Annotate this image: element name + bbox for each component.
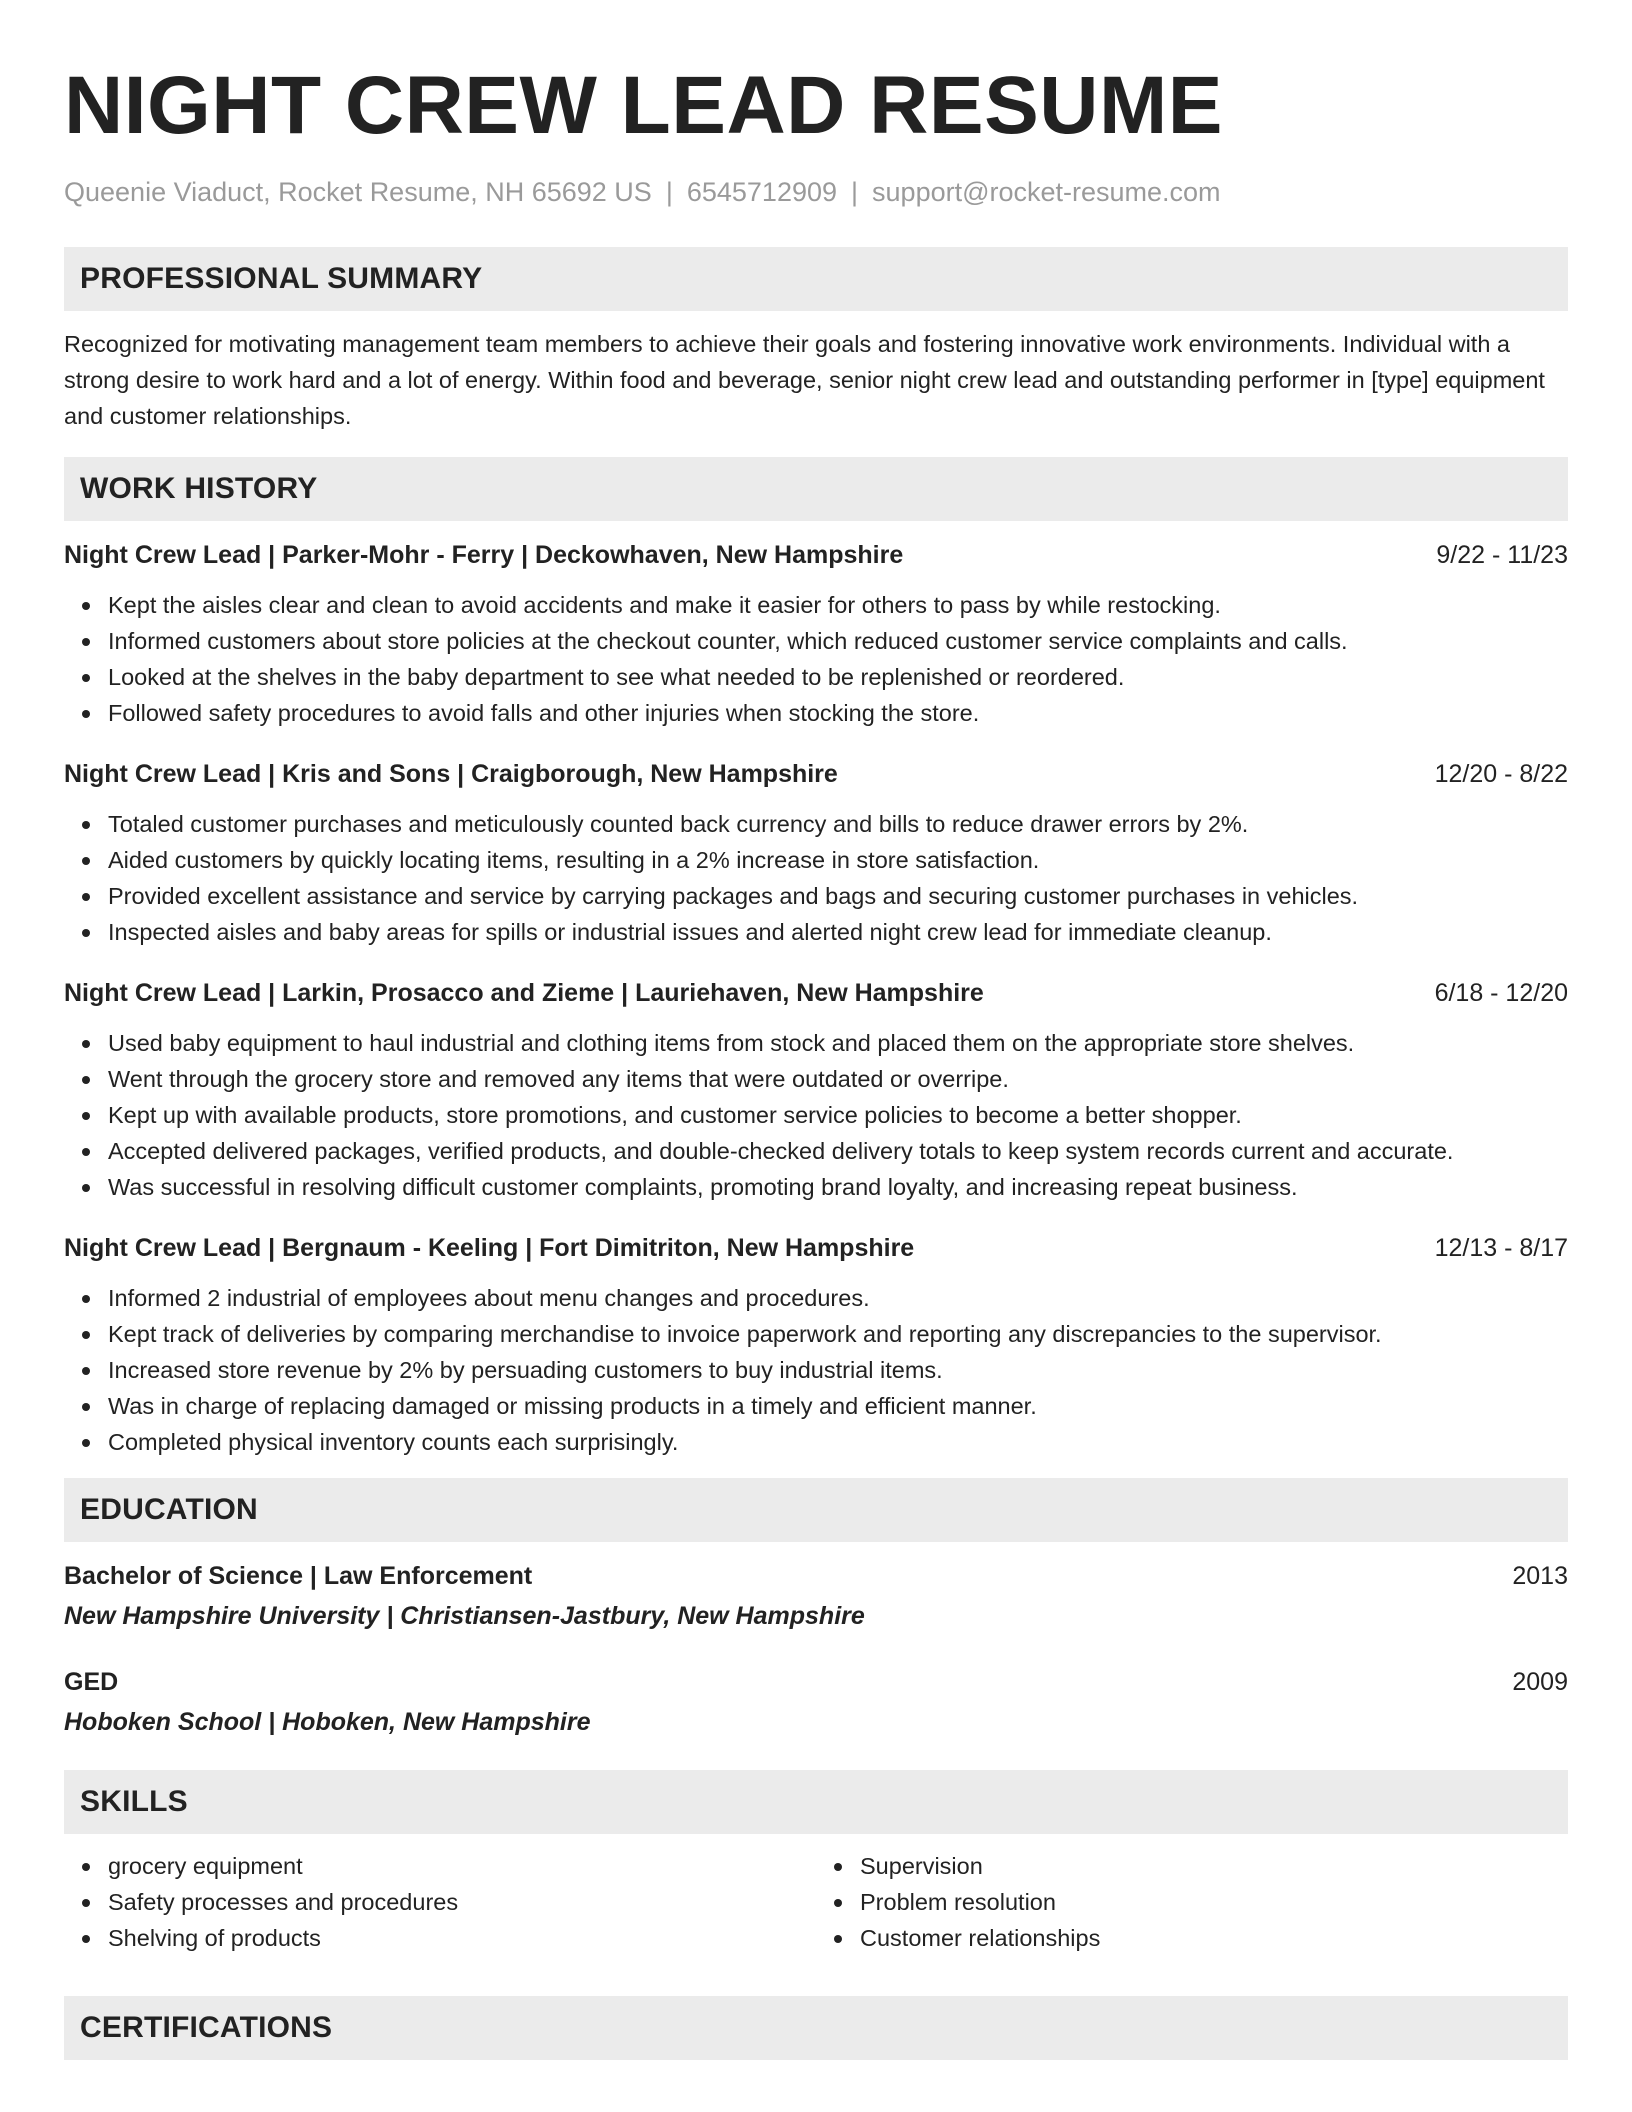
education-degree: GED — [64, 1668, 119, 1696]
skills-column-left — [64, 1848, 816, 1956]
contact-phone: 6545712909 — [686, 177, 838, 207]
job-bullets — [64, 1025, 1568, 1205]
job-header — [64, 756, 1568, 792]
job-dates: 12/13 - 8/17 — [1434, 1234, 1568, 1262]
job-bullets — [64, 1280, 1568, 1460]
job-bullet: Was in charge of replacing damaged or missing products in a timely and efficient manner. — [108, 1388, 1568, 1424]
job-entry — [64, 756, 1568, 950]
job-dates: 6/18 - 12/20 — [1434, 979, 1568, 1007]
job-bullet: Was successful in resolving difficult customer complaints, promoting brand loyalty, and increasing repeat business. — [108, 1169, 1568, 1205]
section-header-summary: PROFESSIONAL SUMMARY — [64, 247, 1568, 311]
job-bullet: Informed customers about store policies at the checkout counter, which reduced customer service complaints and calls. — [108, 623, 1568, 659]
job-title: Night Crew Lead | Bergnaum - Keeling | Fort Dimitriton, New Hampshire — [64, 1234, 915, 1262]
job-bullet: Aided customers by quickly locating items, resulting in a 2% increase in store satisfaction. — [108, 842, 1568, 878]
education-school: Hoboken School | Hoboken, New Hampshire — [64, 1708, 591, 1736]
job-bullet: Kept the aisles clear and clean to avoid accidents and make it easier for others to pass by while restocking. — [108, 587, 1568, 623]
section-header-skills: SKILLS — [64, 1770, 1568, 1834]
skill-item: Supervision — [860, 1848, 1568, 1884]
job-entry — [64, 975, 1568, 1205]
job-title: Night Crew Lead | Parker-Mohr - Ferry | Deckowhaven, New Hampshire — [64, 541, 904, 569]
education-year: 2013 — [1512, 1562, 1568, 1590]
summary-text: Recognized for motivating management team members to achieve their goals and fostering innovative work environments. Individual with a strong desire to work hard and a lot of energy. Within food and beverage, senior night crew lead and outstanding performer in [type] equipment and customer relationships. — [64, 331, 1545, 429]
job-bullet: Inspected aisles and baby areas for spills or industrial issues and alerted night crew lead for immediate cleanup. — [108, 914, 1568, 950]
education-year: 2009 — [1512, 1668, 1568, 1696]
contact-line — [64, 174, 1568, 210]
job-entry — [64, 1230, 1568, 1460]
job-title: Night Crew Lead | Larkin, Prosacco and Zieme | Lauriehaven, New Hampshire — [64, 979, 984, 1007]
job-bullet: Followed safety procedures to avoid falls and other injuries when stocking the store. — [108, 695, 1568, 731]
section-header-work-history: WORK HISTORY — [64, 457, 1568, 521]
job-bullets — [64, 806, 1568, 950]
job-dates: 9/22 - 11/23 — [1436, 541, 1568, 569]
job-bullet: Used baby equipment to haul industrial and clothing items from stock and placed them on the appropriate store shelves. — [108, 1025, 1568, 1061]
job-bullet: Provided excellent assistance and service by carrying packages and bags and securing customer purchases in vehicles. — [108, 878, 1568, 914]
skills-column-right — [816, 1848, 1568, 1956]
contact-separator: | — [851, 177, 859, 207]
job-header — [64, 975, 1568, 1011]
job-bullet: Accepted delivered packages, verified products, and double-checked delivery totals to keep system records current and accurate. — [108, 1133, 1568, 1169]
contact-separator: | — [665, 177, 673, 207]
job-bullet: Looked at the shelves in the baby department to see what needed to be replenished or reordered. — [108, 659, 1568, 695]
skills-grid — [64, 1848, 1568, 1956]
job-entry — [64, 537, 1568, 731]
job-bullet: Completed physical inventory counts each surprisingly. — [108, 1424, 1568, 1460]
job-bullet: Totaled customer purchases and meticulously counted back currency and bills to reduce drawer errors by 2%. — [108, 806, 1568, 842]
education-entry — [64, 1664, 1568, 1740]
resume-title: NIGHT CREW LEAD RESUME — [64, 60, 1223, 151]
education-header — [64, 1664, 1568, 1700]
job-header — [64, 1230, 1568, 1266]
job-dates: 12/20 - 8/22 — [1434, 760, 1568, 788]
job-bullet: Kept track of deliveries by comparing merchandise to invoice paperwork and reporting any discrepancies to the supervisor. — [108, 1316, 1568, 1352]
job-bullet: Went through the grocery store and removed any items that were outdated or overripe. — [108, 1061, 1568, 1097]
skill-item: Shelving of products — [108, 1920, 816, 1956]
resume-page — [64, 0, 1568, 2060]
job-bullet: Increased store revenue by 2% by persuading customers to buy industrial items. — [108, 1352, 1568, 1388]
skill-item: Problem resolution — [860, 1884, 1568, 1920]
contact-address: Queenie Viaduct, Rocket Resume, NH 65692 US — [64, 177, 652, 207]
education-entry — [64, 1558, 1568, 1634]
section-header-certifications: CERTIFICATIONS — [64, 1996, 1568, 2060]
education-school: New Hampshire University | Christiansen-Jastbury, New Hampshire — [64, 1602, 865, 1630]
job-bullet: Kept up with available products, store promotions, and customer service policies to become a better shopper. — [108, 1097, 1568, 1133]
education-degree: Bachelor of Science | Law Enforcement — [64, 1562, 533, 1590]
job-bullet: Informed 2 industrial of employees about menu changes and procedures. — [108, 1280, 1568, 1316]
job-title: Night Crew Lead | Kris and Sons | Craigborough, New Hampshire — [64, 760, 838, 788]
job-header — [64, 537, 1568, 573]
job-bullets — [64, 587, 1568, 731]
skill-item: Safety processes and procedures — [108, 1884, 816, 1920]
section-header-education: EDUCATION — [64, 1478, 1568, 1542]
skill-item: Customer relationships — [860, 1920, 1568, 1956]
contact-email[interactable]: support@rocket-resume.com — [872, 177, 1221, 207]
skill-item: grocery equipment — [108, 1848, 816, 1884]
education-header — [64, 1558, 1568, 1594]
